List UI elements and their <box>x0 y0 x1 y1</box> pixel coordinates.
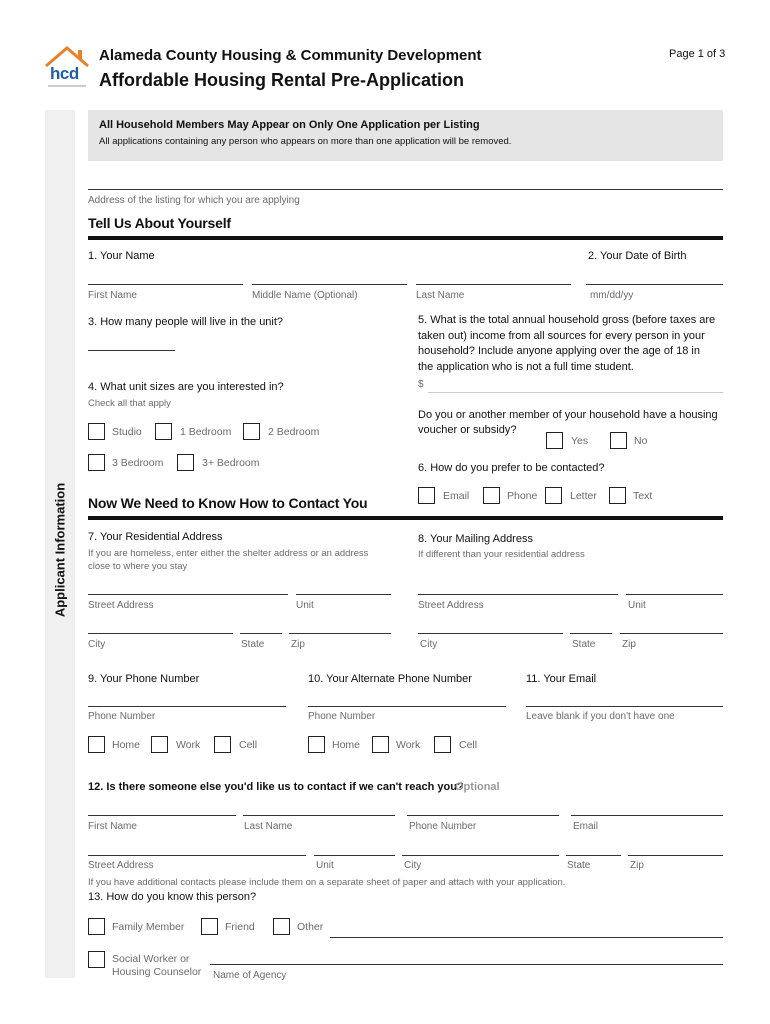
contact-city-input[interactable] <box>402 855 559 856</box>
q1-label: 1. Your Name <box>88 250 155 262</box>
checkbox-phone-work[interactable] <box>151 736 168 753</box>
3-bedroom-label: 3 Bedroom <box>112 457 164 469</box>
checkbox-alt-home[interactable] <box>308 736 325 753</box>
side-label: Applicant Information <box>52 482 68 618</box>
voucher-yes-label: Yes <box>571 435 589 447</box>
middle-name-input[interactable] <box>252 284 407 285</box>
res-zip-input[interactable] <box>289 633 391 634</box>
contact-zip-label: Zip <box>630 860 644 871</box>
checkbox-2-bedroom[interactable] <box>243 423 260 440</box>
checkbox-3-bedroom[interactable] <box>88 454 105 471</box>
contact-phone-label: Phone Number <box>409 821 477 832</box>
email-field-label: Leave blank if you don't have one <box>526 711 675 722</box>
other-relationship-input[interactable] <box>330 937 723 938</box>
logo-text: hcd <box>50 64 79 83</box>
contact-state-input[interactable] <box>566 855 621 856</box>
checkbox-studio[interactable] <box>88 423 105 440</box>
res-state-input[interactable] <box>240 633 282 634</box>
q7-hint-2: close to where you stay <box>88 561 188 572</box>
phone-field-label: Phone Number <box>88 711 156 722</box>
contact-state-label: State <box>567 860 591 871</box>
section-contact-rule <box>88 516 723 520</box>
q13-label: 13. How do you know this person? <box>88 891 257 903</box>
q5-line-4: the application who is not a full time student. <box>418 361 634 373</box>
q5-line-2: taken out) income from all sources for every person in your <box>418 330 705 342</box>
checkbox-social-worker[interactable] <box>88 951 105 968</box>
q5-line-1: 5. What is the total annual household gross (before taxes are <box>418 314 716 326</box>
contact-city-label: City <box>404 860 422 871</box>
email-input[interactable] <box>526 706 723 707</box>
q7-hint-1: If you are homeless, enter either the shelter address or an address <box>88 548 369 559</box>
checkbox-phone[interactable] <box>483 487 500 504</box>
res-street-input[interactable] <box>88 594 288 595</box>
phone-home-label: Home <box>112 739 141 751</box>
mail-zip-label: Zip <box>622 639 636 650</box>
middle-name-label: Middle Name (Optional) <box>252 290 358 301</box>
family-member-label: Family Member <box>112 921 185 933</box>
q12-optional: Optional <box>455 781 500 793</box>
alt-phone-field-label: Phone Number <box>308 711 376 722</box>
section-about: Tell Us About Yourself <box>88 215 231 231</box>
contact-street-label: Street Address <box>88 860 154 871</box>
q11-label: 11. Your Email <box>526 673 597 685</box>
q7-label: 7. Your Residential Address <box>88 531 223 543</box>
res-city-input[interactable] <box>88 633 233 634</box>
voucher-line-1: Do you or another member of your household have a housing <box>418 409 718 421</box>
page-number: Page 1 of 3 <box>669 48 726 60</box>
first-name-input[interactable] <box>88 284 243 285</box>
email-pref-label: Email <box>443 490 470 502</box>
contact-unit-input[interactable] <box>314 855 395 856</box>
alt-phone-input[interactable] <box>308 706 506 707</box>
mail-state-input[interactable] <box>570 633 612 634</box>
social-worker-label-1: Social Worker or <box>112 953 190 965</box>
letter-pref-label: Letter <box>570 490 597 502</box>
checkbox-1-bedroom[interactable] <box>155 423 172 440</box>
mail-city-label: City <box>420 639 438 650</box>
income-input[interactable] <box>428 392 723 393</box>
listing-address-input[interactable] <box>88 189 723 190</box>
res-city-label: City <box>88 639 106 650</box>
q4-label: 4. What unit sizes are you interested in? <box>88 381 284 393</box>
q8-label: 8. Your Mailing Address <box>418 533 533 545</box>
2-bedroom-label: 2 Bedroom <box>268 426 320 438</box>
voucher-line-2: voucher or subsidy? <box>418 424 517 436</box>
household-size-input[interactable] <box>88 350 175 351</box>
org-name: Alameda County Housing & Community Development <box>99 47 482 64</box>
checkbox-text[interactable] <box>609 487 626 504</box>
contact-email-input[interactable] <box>571 815 723 816</box>
listing-address-label: Address of the listing for which you are applying <box>88 195 300 206</box>
checkbox-phone-home[interactable] <box>88 736 105 753</box>
mail-unit-label: Unit <box>628 600 646 611</box>
alt-home-label: Home <box>332 739 361 751</box>
contact-last-name-input[interactable] <box>243 815 395 816</box>
res-unit-input[interactable] <box>296 594 391 595</box>
checkbox-alt-cell[interactable] <box>434 736 451 753</box>
agency-name-input[interactable] <box>210 964 723 965</box>
phone-cell-label: Cell <box>239 739 258 751</box>
checkbox-3plus-bedroom[interactable] <box>177 454 194 471</box>
section-contact: Now We Need to Know How to Contact You <box>88 495 368 511</box>
additional-contacts-note: If you have additional contacts please include them on a separate sheet of paper and attach with your application. <box>88 877 566 888</box>
friend-label: Friend <box>225 921 255 933</box>
res-unit-label: Unit <box>296 600 314 611</box>
social-worker-label-2: Housing Counselor <box>112 966 202 978</box>
contact-unit-label: Unit <box>316 860 334 871</box>
contact-street-input[interactable] <box>88 855 306 856</box>
last-name-label: Last Name <box>416 290 465 301</box>
alt-work-label: Work <box>396 739 421 751</box>
section-about-rule <box>88 236 723 240</box>
dob-label: mm/dd/yy <box>590 290 634 301</box>
hcd-logo <box>42 44 92 92</box>
studio-label: Studio <box>112 426 142 438</box>
other-label: Other <box>297 921 324 933</box>
page-title: Affordable Housing Rental Pre-Application <box>99 70 465 90</box>
checkbox-alt-work[interactable] <box>372 736 389 753</box>
contact-email-label: Email <box>573 821 599 832</box>
q3-label: 3. How many people will live in the unit? <box>88 316 284 328</box>
agency-name-label: Name of Agency <box>213 970 287 981</box>
mail-street-input[interactable] <box>418 594 618 595</box>
q6-label: 6. How do you prefer to be contacted? <box>418 462 605 474</box>
contact-zip-input[interactable] <box>628 855 723 856</box>
income-currency: $ <box>418 379 424 390</box>
checkbox-voucher-no[interactable] <box>610 432 627 449</box>
phone-pref-label: Phone <box>507 490 538 502</box>
contact-first-name-input[interactable] <box>88 815 236 816</box>
q10-label: 10. Your Alternate Phone Number <box>308 673 472 685</box>
checkbox-other[interactable] <box>273 918 290 935</box>
last-name-input[interactable] <box>416 284 571 285</box>
checkbox-letter[interactable] <box>545 487 562 504</box>
q9-label: 9. Your Phone Number <box>88 673 200 685</box>
q5-line-3: household? Include anyone applying over the age of 18 in <box>418 345 700 357</box>
text-pref-label: Text <box>633 490 653 502</box>
res-state-label: State <box>241 639 265 650</box>
dob-input[interactable] <box>586 284 723 285</box>
mail-zip-input[interactable] <box>620 633 723 634</box>
contact-phone-input[interactable] <box>407 815 559 816</box>
phone-input[interactable] <box>88 706 286 707</box>
notice-title: All Household Members May Appear on Only One Application per Listing <box>99 119 480 131</box>
checkbox-email[interactable] <box>418 487 435 504</box>
checkbox-friend[interactable] <box>201 918 218 935</box>
checkbox-voucher-yes[interactable] <box>546 432 563 449</box>
contact-first-name-label: First Name <box>88 821 137 832</box>
3plus-bedroom-label: 3+ Bedroom <box>202 457 260 469</box>
first-name-label: First Name <box>88 290 137 301</box>
voucher-no-label: No <box>634 435 648 447</box>
q12-label: 12. Is there someone else you'd like us to contact if we can't reach you? <box>88 781 464 793</box>
q4-hint: Check all that apply <box>88 398 171 409</box>
checkbox-phone-cell[interactable] <box>214 736 231 753</box>
res-zip-label: Zip <box>291 639 305 650</box>
alt-cell-label: Cell <box>459 739 478 751</box>
mail-state-label: State <box>572 639 596 650</box>
mail-street-label: Street Address <box>418 600 484 611</box>
mail-city-input[interactable] <box>418 633 563 634</box>
phone-work-label: Work <box>176 739 201 751</box>
checkbox-family-member[interactable] <box>88 918 105 935</box>
notice-body: All applications containing any person who appears on more than one application will be removed. <box>99 136 512 147</box>
contact-last-name-label: Last Name <box>244 821 293 832</box>
1-bedroom-label: 1 Bedroom <box>180 426 232 438</box>
mail-unit-input[interactable] <box>626 594 723 595</box>
q8-hint: If different than your residential address <box>418 549 585 560</box>
res-street-label: Street Address <box>88 600 154 611</box>
q2-label: 2. Your Date of Birth <box>588 250 687 262</box>
